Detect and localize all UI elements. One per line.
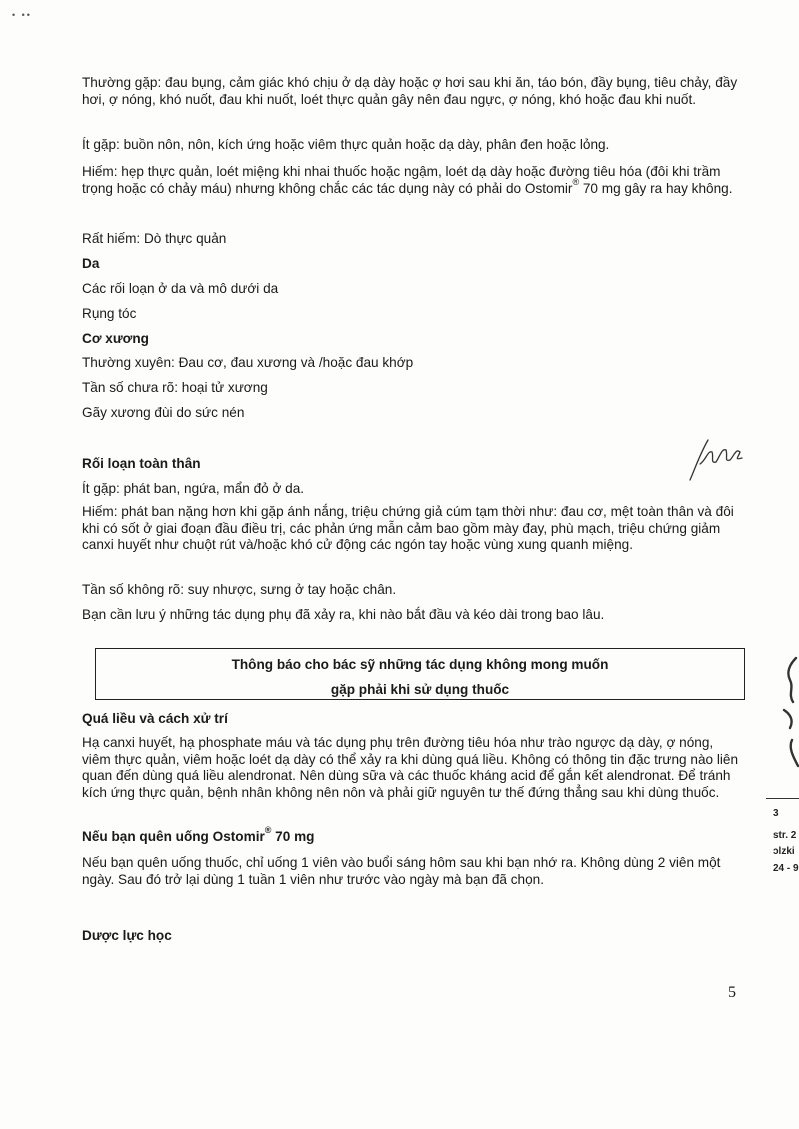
margin-fragment: ɔlzki — [773, 846, 795, 857]
paragraph-rash: Ít gặp: phát ban, ngứa, mẩn đỏ ở da. — [82, 481, 305, 496]
paragraph-unknown-frequency: Tần số không rõ: suy nhược, sưng ở tay hoặc chân. — [82, 582, 397, 597]
margin-fragment: 24 - 9 — [773, 863, 799, 874]
paragraph-osteonecrosis: Tần số chưa rõ: hoại tử xương — [82, 380, 268, 395]
paragraph-rare-effects — [82, 164, 742, 197]
page-number: 5 — [728, 984, 736, 1001]
missed-dose-title-end: 70 mg — [271, 829, 315, 844]
heading-musculoskeletal: Cơ xương — [82, 331, 149, 346]
paragraph-uncommon-effects: Ít gặp: buồn nôn, nôn, kích ứng hoặc viêm thực quản hoặc dạ dày, phân đen hoặc lỏng. — [82, 137, 610, 152]
paragraph-missed-dose: Nếu bạn quên uống thuốc, chỉ uống 1 viên vào buổi sáng hôm sau khi bạn nhớ ra. Không dùng 2 viên một ngày. Sau đó trở lại dùng 1 tuần 1 viên như trước vào ngày mà bạn đã chọn. — [82, 855, 721, 887]
paragraph-muscle-pain: Thường xuyên: Đau cơ, đau xương và /hoặc đau khớp — [82, 355, 414, 370]
notice-line-2: gặp phải khi sử dụng thuốc — [330, 682, 510, 697]
paragraph-skin-disorders: Các rối loạn ở da và mô dưới da — [82, 281, 279, 296]
paragraph-common-effects: Thường gặp: đau bụng, cảm giác khó chịu ở dạ dày hoặc ợ hơi sau khi ăn, táo bón, đầy bụng, tiêu chảy, đầy hơi, ợ nóng, khó nuốt, đau khi nuốt, loét thực quản gây nên đau ngực, ợ nóng, khó hoặc đau khi nuốt. — [82, 75, 738, 107]
rare-effects-text: Hiếm: hẹp thực quản, loét miệng khi nhai thuốc hoặc ngậm, loét dạ dày hoặc đường tiêu hóa (đôi khi trầm trọng hoặc có chảy máu) nhưng không chắc các tác dụng này có phải do Ostomir — [82, 164, 721, 196]
paragraph-very-rare: Rất hiếm: Dò thực quản — [82, 231, 227, 246]
registered-mark: ® — [572, 176, 580, 187]
rare-effects-text-end: 70 mg gây ra hay không. — [579, 180, 733, 196]
missed-dose-title: Nếu bạn quên uống Ostomir — [82, 829, 265, 844]
margin-fragment: str. 2 — [773, 830, 797, 841]
margin-fragment: 3 — [773, 808, 779, 819]
notice-box — [95, 648, 745, 700]
edge-rule — [766, 798, 799, 799]
paragraph-rare-general: Hiếm: phát ban nặng hơn khi gặp ánh nắng, triệu chứng giả cúm tạm thời như: đau cơ, mệt toàn thân và đôi khi có sốt ở giai đoạn đầu điều trị, các phản ứng mẫn cảm bao gồm mày đay, phù mạch, triệu chứng giảm canxi huyết như chuột rút và/hoặc khó cử động các ngón tay hoặc vùng xung quanh miệng. — [82, 504, 734, 552]
paragraph-hair-loss: Rụng tóc — [82, 306, 137, 321]
heading-skin: Da — [82, 256, 100, 271]
heading-overdose: Quá liều và cách xử trí — [82, 711, 228, 726]
heading-general-disorders: Rối loạn toàn thân — [82, 456, 201, 471]
paragraph-femur-fracture: Gãy xương đùi do sức nén — [82, 405, 245, 420]
signature-mark — [686, 434, 746, 484]
paragraph-overdose: Hạ canxi huyết, hạ phosphate máu và tác dụng phụ trên đường tiêu hóa như trào ngược dạ dày, ợ nóng, viêm thực quản, viêm hoặc loét dạ dày có thể xảy ra khi dùng quá liều. Không có thông tin đặc trưng nào liên quan đến dùng quá liều alendronat. Nên dùng sữa và các thuốc kháng acid để gắn kết alendronat. Để tránh kích ứng thực quản, bệnh nhân không nên nôn và phải giữ nguyên tư thế đứng thẳng sau khi dùng thuốc. — [82, 735, 739, 800]
notice-line-1: Thông báo cho bác sỹ những tác dụng không mong muốn — [231, 657, 609, 672]
corner-scan-mark: • •• — [12, 10, 32, 20]
heading-missed-dose — [82, 825, 742, 846]
edge-stamp-fragment — [760, 650, 799, 780]
heading-pharmacodynamics: Dược lực học — [82, 928, 172, 943]
paragraph-note: Bạn cần lưu ý những tác dụng phụ đã xảy ra, khi nào bắt đầu và kéo dài trong bao lâu. — [82, 607, 605, 622]
registered-mark: ® — [264, 825, 272, 836]
